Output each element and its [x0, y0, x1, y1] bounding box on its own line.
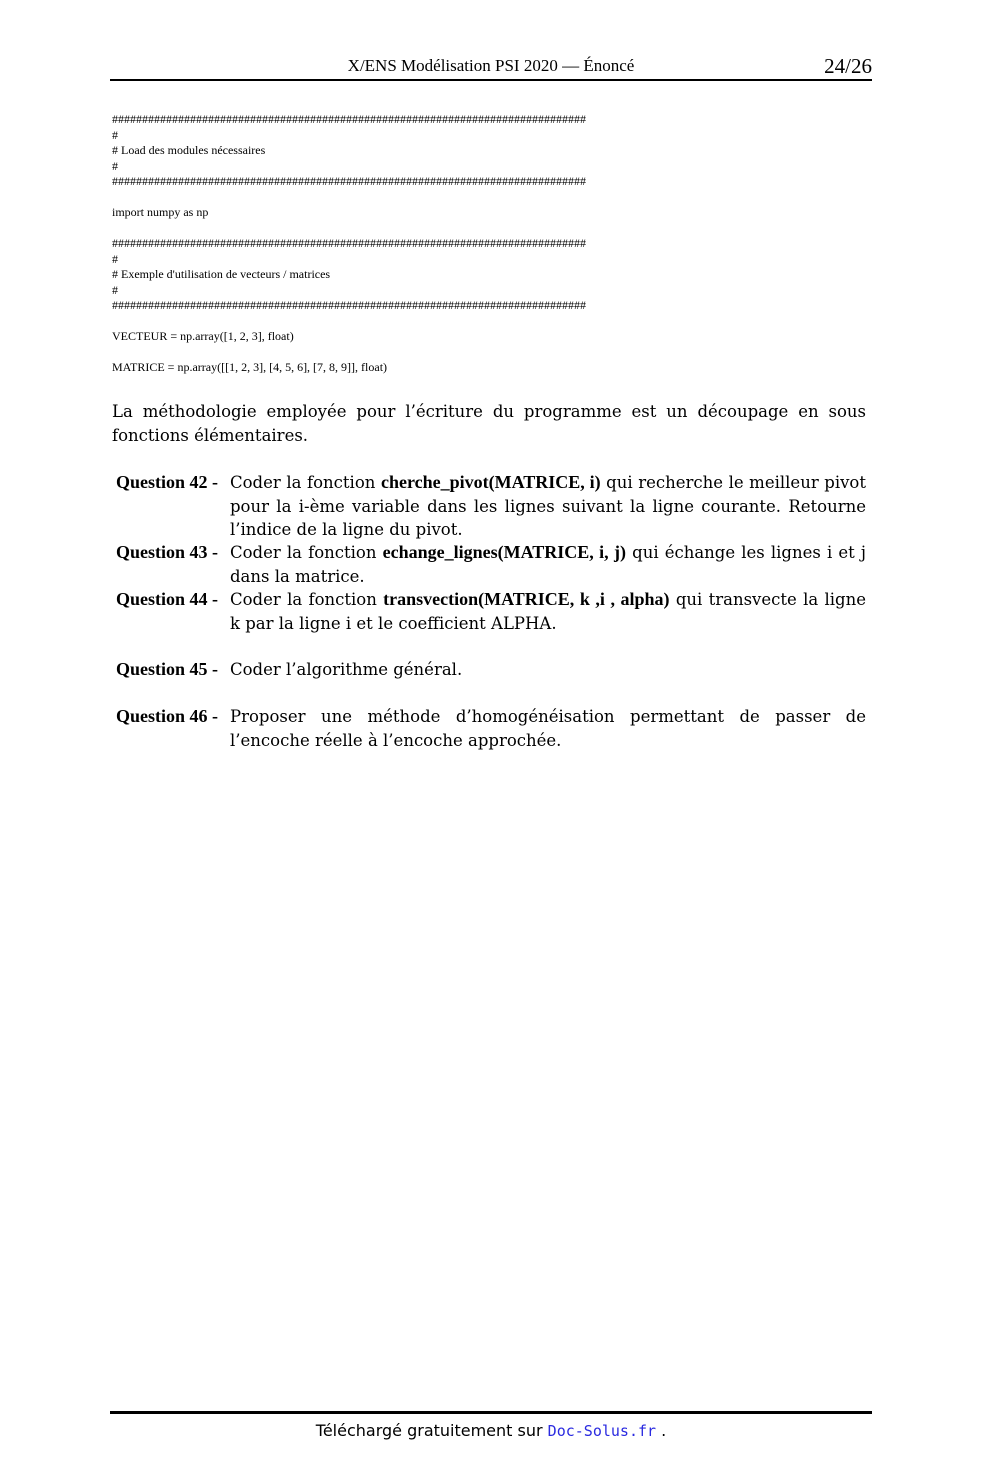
question-label: Question 46 - — [116, 706, 219, 726]
question-text: Coder la fonction cherche_pivot(MATRICE, i) qui recherche le meilleur pivot pour la i-ème variable dans les lignes suivant la ligne courante. Retourne l’indice de la ligne du pivot. — [230, 472, 866, 539]
function-name: transvection(MATRICE, k ,i , alpha) — [383, 589, 670, 609]
header-title: X/ENS Modélisation PSI 2020 — Énoncé — [347, 56, 635, 75]
footer-rule — [110, 1411, 872, 1414]
code-blank-line — [112, 190, 872, 206]
header-rule — [110, 79, 872, 81]
question-label: Question 44 - — [116, 589, 219, 609]
code-line: # Exemple d'utilisation de vecteurs / matrices — [112, 267, 331, 281]
code-line: ############################################################################### — [112, 298, 586, 312]
question-42 — [116, 471, 866, 542]
question-43 — [116, 541, 866, 588]
code-line: # — [112, 282, 118, 297]
function-name: cherche_pivot(MATRICE, i) — [380, 472, 601, 492]
doc-solus-link[interactable]: Doc-Solus.fr — [547, 1422, 657, 1440]
code-blank-line — [112, 314, 872, 330]
page-footer — [110, 1421, 872, 1440]
question-46 — [116, 705, 866, 752]
code-blank-line — [112, 221, 872, 237]
question-45 — [116, 658, 866, 682]
code-line: ############################################################################### — [112, 174, 586, 188]
question-text: Coder la fonction echange_lignes(MATRICE, i, j) qui échange les lignes i et j dans la matrice. — [230, 542, 866, 586]
question-label: Question 43 - — [116, 542, 219, 562]
code-line: # Load des modules nécessaires — [112, 143, 266, 157]
page-header — [110, 56, 872, 80]
function-name: echange_lignes(MATRICE, i, j) — [382, 542, 627, 562]
question-label: Question 42 - — [116, 472, 219, 492]
code-listing — [112, 112, 872, 376]
question-text: Coder la fonction transvection(MATRICE, k ,i , alpha) qui transvecte la ligne k par la ligne i et le coefficient ALPHA. — [230, 589, 866, 633]
code-line: MATRICE = np.array([[1, 2, 3], [4, 5, 6], [7, 8, 9]], float) — [112, 360, 388, 374]
footer-text: Téléchargé gratuitement sur — [315, 1421, 548, 1440]
code-line: # — [112, 251, 118, 266]
code-line: VECTEUR = np.array([1, 2, 3], float) — [112, 329, 294, 343]
footer-end: . — [656, 1421, 667, 1440]
question-label: Question 45 - — [116, 659, 219, 679]
question-text: Coder l’algorithme général. — [230, 660, 463, 679]
page-number: 24/26 — [824, 54, 872, 78]
code-blank-line — [112, 345, 872, 361]
code-line: ############################################################################### — [112, 112, 586, 126]
code-line: ############################################################################### — [112, 236, 586, 250]
intro-paragraph: La méthodologie employée pour l’écriture du programme est un découpage en sous fonctions élémentaires. — [112, 402, 866, 445]
question-44 — [116, 588, 866, 635]
code-line: # — [112, 127, 118, 142]
code-line: # — [112, 158, 118, 173]
question-text: Proposer une méthode d’homogénéisation permettant de passer de l’encoche réelle à l’encoche approchée. — [230, 707, 866, 750]
code-line: import numpy as np — [112, 205, 209, 219]
